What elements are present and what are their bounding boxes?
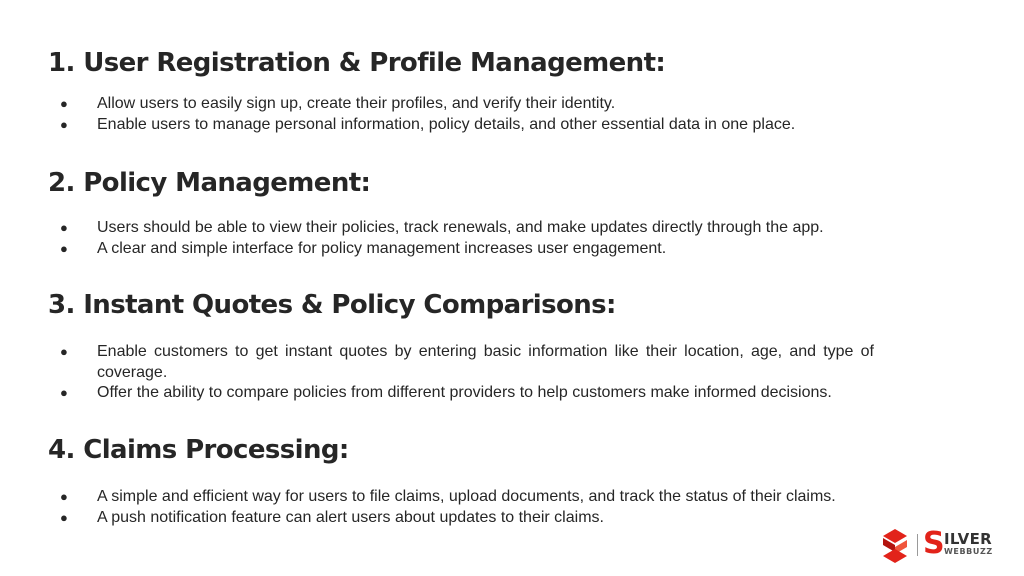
- bullet-item: [48, 508, 874, 529]
- bullet-dot-icon: ●: [60, 240, 68, 256]
- bullet-list: [48, 94, 874, 135]
- logo-subtitle: WEBBUZZ: [944, 547, 993, 556]
- bullet-item: [48, 94, 874, 115]
- section-user-registration: [48, 48, 874, 135]
- bullet-text: Allow users to easily sign up, create their profiles, and verify their identity.: [97, 95, 616, 112]
- section-heading: 4. Claims Processing:: [48, 435, 349, 465]
- bullet-item: [48, 115, 874, 136]
- bullet-text: A push notification feature can alert users about updates to their claims.: [97, 508, 604, 526]
- bullet-dot-icon: ●: [60, 489, 68, 504]
- bullet-dot-icon: ●: [60, 509, 68, 525]
- bullet-item: [48, 239, 874, 260]
- bullet-list: [48, 218, 874, 259]
- bullet-text: A simple and efficient way for users to file claims, upload documents, and track the status of their claims.: [97, 488, 836, 505]
- bullet-text: A clear and simple interface for policy management increases user engagement.: [97, 239, 667, 257]
- section-heading: 1. User Registration & Profile Management:: [48, 48, 666, 78]
- section-policy-management: [48, 168, 874, 259]
- bullet-item: [48, 383, 874, 404]
- bullet-dot-icon: ●: [60, 116, 68, 132]
- bullet-dot-icon: ●: [60, 220, 68, 235]
- bullet-dot-icon: ●: [60, 344, 68, 359]
- logo-separator: [917, 534, 918, 556]
- bullet-dot-icon: ●: [60, 96, 68, 111]
- bullet-list: [48, 487, 874, 528]
- section-heading: 3. Instant Quotes & Policy Comparisons:: [48, 290, 616, 320]
- logo-mark-icon: [880, 529, 910, 563]
- section-heading: 2. Policy Management:: [48, 168, 371, 198]
- bullet-dot-icon: ●: [60, 385, 68, 400]
- logo-wordmark: ILVER: [944, 530, 992, 548]
- bullet-text: Offer the ability to compare policies from different providers to help customers make informed decisions.: [97, 384, 832, 401]
- section-claims-processing: [48, 435, 874, 528]
- bullet-text: Enable users to manage personal information, policy details, and other essential data in one place.: [97, 115, 796, 133]
- bullet-list: [48, 342, 874, 404]
- bullet-text: Enable customers to get instant quotes by entering basic information like their location, age, and type of coverage.: [97, 343, 874, 381]
- section-instant-quotes: [48, 290, 874, 404]
- bullet-text: Users should be able to view their policies, track renewals, and make updates directly through the app.: [97, 219, 824, 236]
- bullet-item: [48, 342, 874, 383]
- logo-initial: S: [923, 526, 945, 561]
- bullet-item: [48, 218, 874, 239]
- bullet-item: [48, 487, 874, 508]
- silver-webbuzz-logo: [880, 528, 1010, 564]
